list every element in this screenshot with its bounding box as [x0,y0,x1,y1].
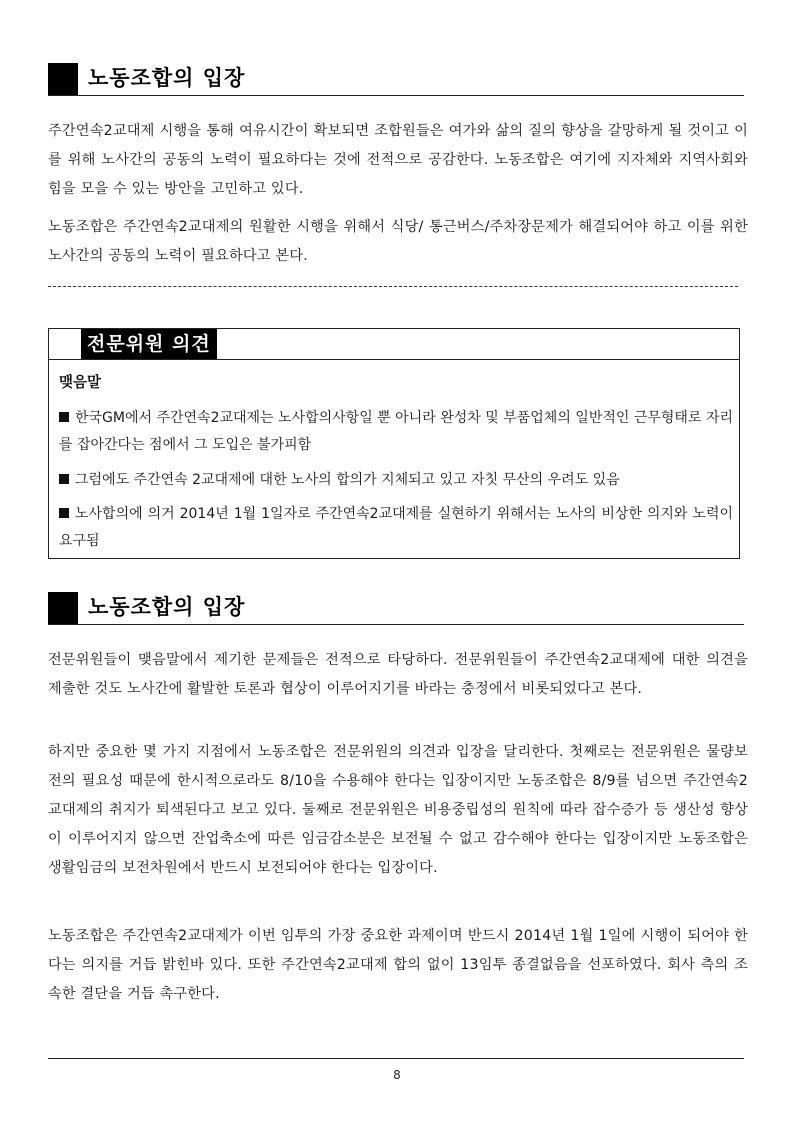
paragraph: 하지만 중요한 몇 가지 지점에서 노동조합은 전문위원의 의견과 입장을 달리한다. 첫째로는 전문위원은 물량보전의 필요성 때문에 한시적으로라도 8/10을 수용해야 한다는 입장이지만 노동조합은 8/9를 넘으면 주간연속2교대제의 취지가 퇴색된다고 보고 있다. 둘째로 전문위원은 비용중립성의 원칙에 따라 잡수증가 등 생산성 향상이 이루어지지 않으면 잔업축소에 따른 임금감소분은 보전될 수 없고 감수해야 한다는 입장이지만 노동조합은 생활임금의 보전차원에서 반드시 보전되어야 한다는 입장이다. [48,744,748,876]
box-title: 전문위원 의견 [81,329,217,359]
bullet-text: 그럼에도 주간연속 2교대제에 대한 노사의 합의가 지체되고 있고 자칫 무산의 우려도 있음 [75,472,620,488]
box-title-divider [49,359,739,360]
box-subtitle: 맺음말 [59,375,102,391]
expert-opinion-box [48,328,740,559]
header-block-marker [48,63,78,95]
dashed-divider [48,286,738,287]
page-number: 8 [393,1068,401,1082]
bullet-item [59,501,733,555]
bullet-item [59,467,733,494]
paragraph: 주간연속2교대제 시행을 통해 여유시간이 확보되면 조합원들은 여가와 삶의 질의 향상을 갈망하게 될 것이고 이를 위해 노사간의 공동의 노력이 필요하다는 것에 전적으로 공감한다. 노동조합은 여기에 지자체와 지역사회와 힘을 모을 수 있는 방안을 고민하고 있다. [48,123,748,197]
bullet-text: 노사합의에 의거 2014년 1월 1일자로 주간연속2교대제를 실현하기 위해서는 노사의 비상한 의지와 노력이 요구됨 [59,506,733,549]
section-title: 노동조합의 입장 [88,66,246,90]
tab-spacer [49,329,79,359]
paragraph: 노동조합은 주간연속2교대제가 이번 임투의 가장 중요한 과제이며 반드시 2014년 1월 1일에 시행이 되어야 한다는 의지를 거듭 밝힌바 있다. 또한 주간연속2교대제 합의 없이 13임투 종결없음을 선포하였다. 회사 측의 조속한 결단을 거듭 촉구한다. [48,928,748,1002]
paragraph: 노동조합은 주간연속2교대제의 원활한 시행을 위해서 식당/ 통근버스/주차장문제가 해결되어야 하고 이를 위한 노사간의 공동의 노력이 필요하다고 본다. [48,219,748,264]
bullet-text: 한국GM에서 주간연속2교대제는 노사합의사항일 뿐 아니라 완성차 및 부품업체의 일반적인 근무형태로 자리를 잡아간다는 점에서 그 도입은 불가피함 [59,410,733,453]
footer-divider [48,1058,744,1059]
section-title: 노동조합의 입장 [88,595,246,619]
section-header [48,590,744,625]
square-bullet-icon [59,508,69,518]
section-header [48,61,744,96]
bullet-item [59,405,733,459]
header-block-marker [48,592,78,624]
square-bullet-icon [59,474,69,484]
box-title-tab [49,329,301,359]
square-bullet-icon [59,412,69,422]
paragraph: 전문위원들이 맺음말에서 제기한 문제들은 전적으로 타당하다. 전문위원들이 주간연속2교대제에 대한 의견을 제출한 것도 노사간에 활발한 토론과 협상이 이루어지기를 바라는 충정에서 비롯되었다고 본다. [48,652,748,697]
